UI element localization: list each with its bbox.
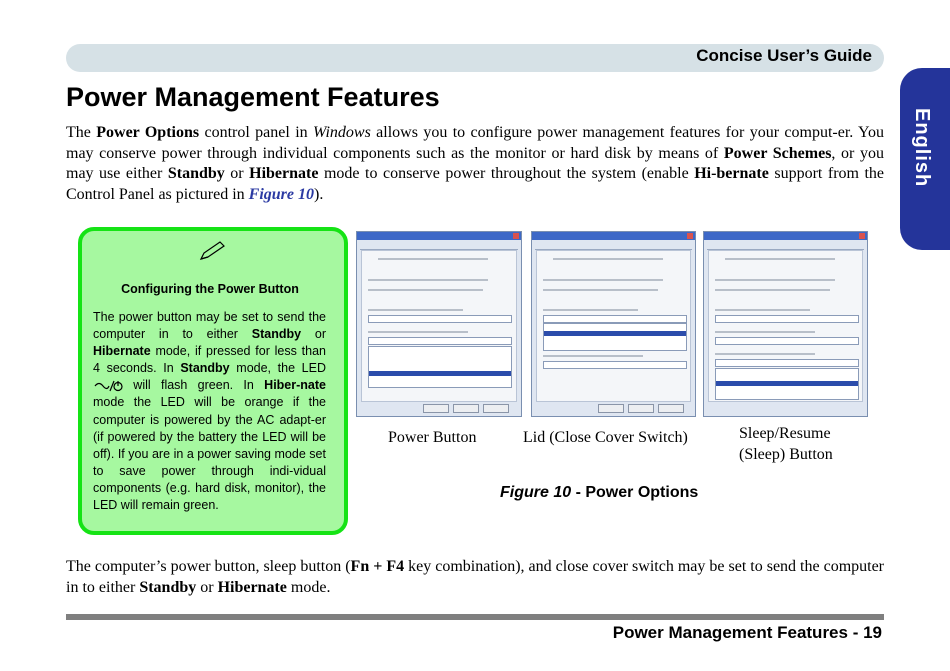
power-button-screenshot <box>356 231 522 417</box>
note-title: Configuring the Power Button <box>121 282 299 296</box>
note-text: The power button may be set to send the computer in to either Standby or Hibernate mode, if pressed for less than 4 seconds. In Standby mode, the LED will flash green. In Hiber-nate mode the LED will be orange if the computer is powered by the AC adapt-er (if powered by the battery the LED will be off). If you are in a power saving mode set to save power through indi-vidual components (e.g. hard disk, monitor), the LED will remain green. <box>93 310 326 513</box>
footer-rule <box>66 614 884 620</box>
page-title: Power Management Features <box>66 82 440 112</box>
pencil-icon <box>198 240 226 262</box>
language-tab-label: English <box>911 108 933 188</box>
caption-lid: Lid (Close Cover Switch) <box>523 429 688 446</box>
intro-paragraph: The Power Options control panel in Windows allows you to configure power management features for your comput-er. You may conserve power through individual components such as the monitor or hard disk by means of Power Schemes, or you may use either Standby or Hibernate mode to conserve power throughout the system (enable Hi-bernate support from the Control Panel as pictured in Figure 10). <box>66 124 885 203</box>
caption-sleep-line1: Sleep/Resume <box>739 425 831 442</box>
lid-screenshot <box>531 231 696 417</box>
caption-sleep-line2: (Sleep) Button <box>739 446 833 463</box>
footer-title: Power Management Features - 19 <box>612 623 882 642</box>
sleep-button-screenshot <box>703 231 868 417</box>
running-header: Concise User’s Guide <box>696 46 872 65</box>
figure-caption: Figure 10 - Power Options <box>500 484 699 501</box>
power-led-icon <box>93 380 123 392</box>
language-tab <box>900 68 950 250</box>
figure-link[interactable]: Figure 10 <box>248 185 314 203</box>
caption-power-button: Power Button <box>388 429 477 446</box>
body-paragraph: The computer’s power button, sleep button (Fn + F4 key combination), and close cover switch may be set to send the computer in to either Standby or Hibernate mode. <box>66 558 885 596</box>
